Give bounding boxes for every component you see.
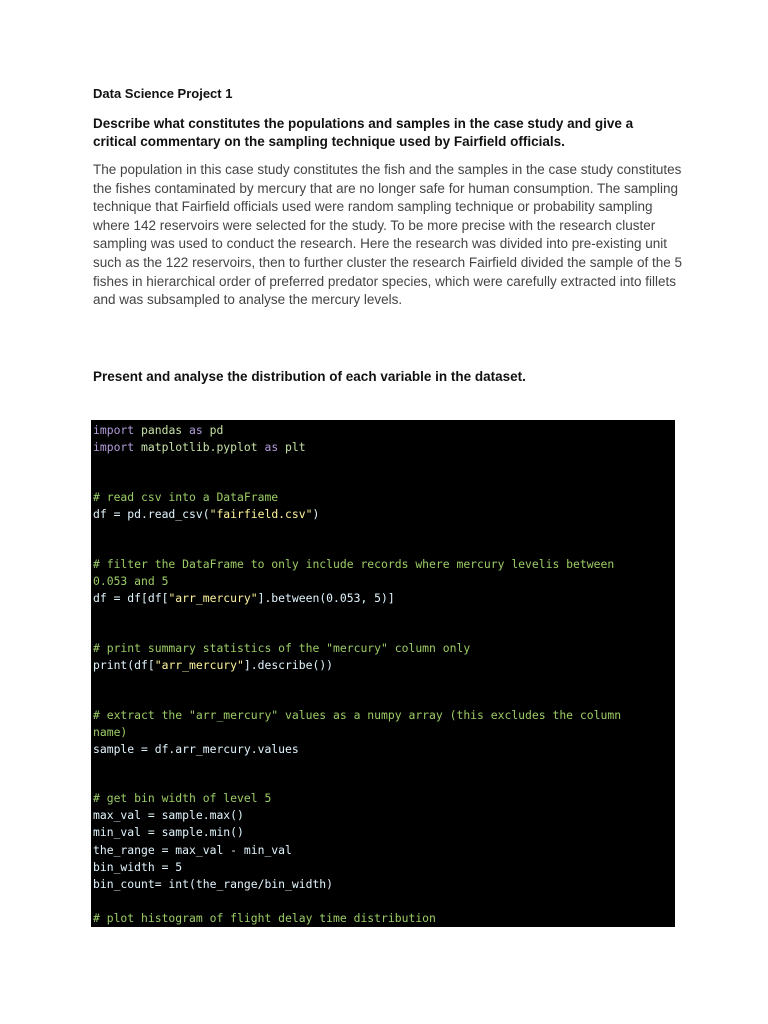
code-line-sample: sample = df.arr_mercury.values — [93, 742, 299, 756]
code-text: ) — [312, 507, 320, 521]
code-alias: plt — [285, 440, 306, 454]
document-title: Data Science Project 1 — [93, 86, 233, 101]
code-alias: pd — [209, 423, 224, 437]
code-keyword: as — [189, 423, 203, 437]
code-text: ].describe()) — [243, 658, 334, 672]
code-line-read-csv — [93, 506, 319, 523]
code-string: "arr_mercury" — [168, 591, 258, 605]
code-text: df = pd.read_csv( — [93, 507, 210, 521]
code-comment-print: # print summary statistics of the "mercury" column only — [93, 641, 471, 655]
code-comment-extract-1: # extract the "arr_mercury" values as a numpy array (this excludes the column — [93, 708, 622, 722]
code-line-bin-width: bin_width = 5 — [93, 860, 183, 874]
code-comment-extract-2: name) — [93, 725, 128, 739]
code-text: df = df[df[ — [93, 591, 169, 605]
code-line-min: min_val = sample.min() — [93, 825, 244, 839]
code-comment-plot: # plot histogram of flight delay time distribution — [93, 911, 436, 925]
code-comment-read: # read csv into a DataFrame — [93, 490, 279, 504]
code-keyword: import — [93, 423, 135, 437]
code-keyword: import — [93, 440, 135, 454]
code-text: ].between(0.053, 5)] — [257, 591, 395, 605]
code-module: matplotlib.pyplot — [141, 440, 258, 454]
code-comment-filter-1: # filter the DataFrame to only include records where mercury levelis between — [93, 557, 615, 571]
code-module: pandas — [141, 423, 183, 437]
code-line-print — [93, 657, 333, 674]
code-line-filter — [93, 590, 395, 607]
code-text: print(df[ — [93, 658, 155, 672]
code-line-range: the_range = max_val - min_val — [93, 843, 292, 857]
answer-paragraph-1: The population in this case study constitutes the fish and the samples in the case study constitutes the fishes contaminated by mercury that are no longer safe for human consumption. The sampling technique that Fairfield officials used were random sampling technique or probability sampling where 142 reservoirs were selected for the study. To be more precise with the research cluster sampling was used to conduct the research. Here the research was divided into pre-existing unit such as the 122 reservoirs, then to further cluster the research Fairfield divided the sample of the 5 fishes in hierarchical order of preferred predator species, which were carefully extracted into fillets and was subsampled to analyse the mercury levels. — [93, 162, 683, 308]
code-line-import-pandas — [93, 422, 223, 439]
code-line-bin-count: bin_count= int(the_range/bin_width) — [93, 877, 334, 891]
code-comment-filter-2: 0.053 and 5 — [93, 574, 169, 588]
code-line-max: max_val = sample.max() — [93, 808, 244, 822]
question-heading-2: Present and analyse the distribution of each variable in the dataset. — [93, 369, 526, 384]
code-keyword: as — [264, 440, 279, 454]
code-line-import-matplotlib — [93, 439, 306, 456]
question-heading-1: Describe what constitutes the populations and samples in the case study and give a critical commentary on the sampling technique used by Fairfield officials. — [93, 116, 634, 149]
code-string: "fairfield.csv" — [209, 507, 313, 521]
code-string: "arr_mercury" — [154, 658, 244, 672]
code-block — [91, 420, 675, 927]
code-comment-bin: # get bin width of level 5 — [93, 791, 272, 805]
